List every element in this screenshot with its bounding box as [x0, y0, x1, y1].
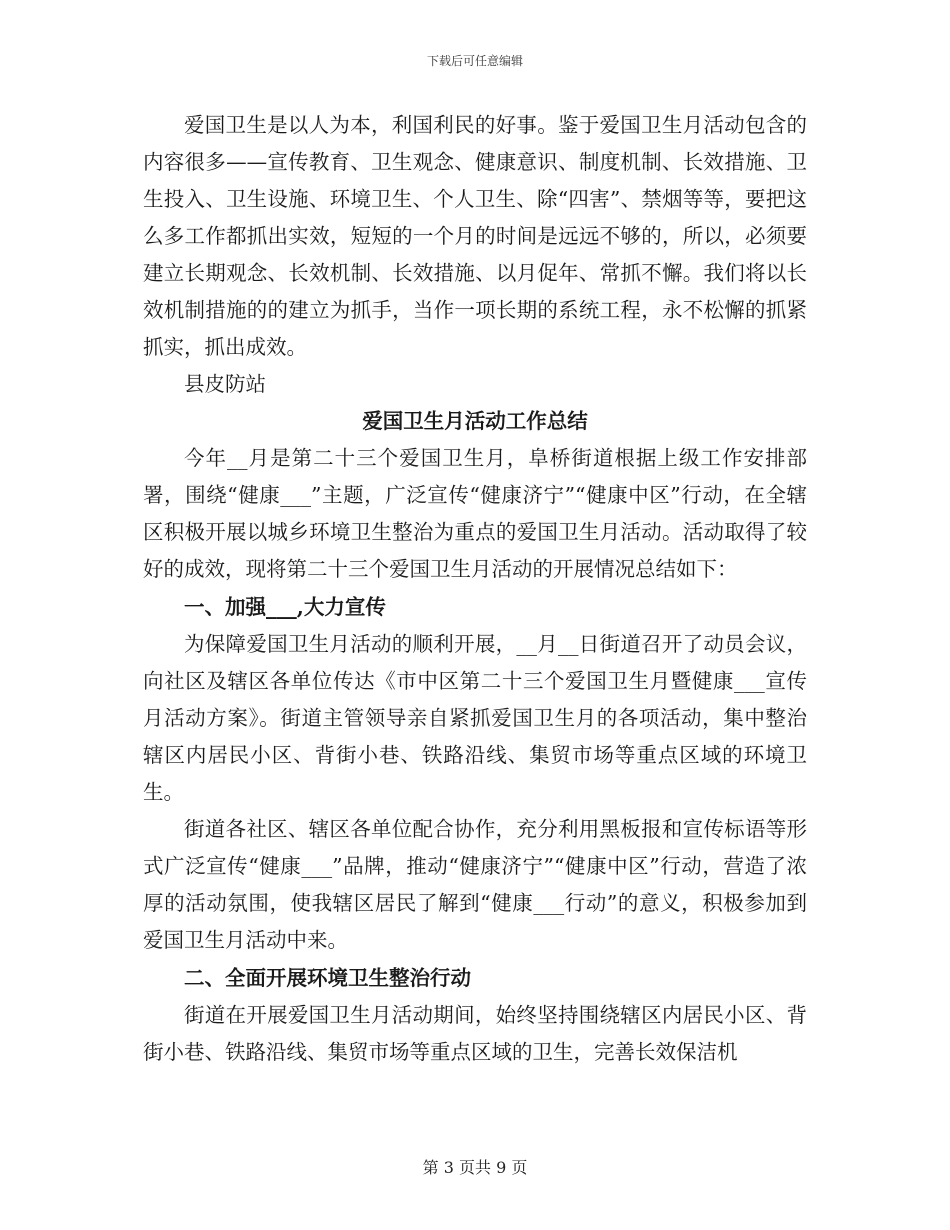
page-number: 第 3 页共 9 页 [422, 1158, 528, 1177]
paragraph: 为保障爱国卫生月活动的顺利开展，__月__日街道召开了动员会议，向社区及辖区各单位传达《市中区第二十三个爱国卫生月暨健康___宣传月活动方案》。街道主管领导亲自紧抓爱国卫生月的各项活动，集中整治辖区内居民小区、背街小巷、铁路沿线、集贸市场等重点区域的环境卫生。 [143, 632, 807, 804]
document-body [143, 107, 807, 1071]
page-header: 下载后可任意编辑 [426, 54, 523, 68]
section-heading-1: 一、加强___,大力宣传 [184, 595, 386, 619]
paragraph: 爱国卫生是以人为本，利国利民的好事。鉴于爱国卫生月活动包含的内容很多——宣传教育、卫生观念、健康意识、制度机制、长效措施、卫生投入、卫生设施、环境卫生、个人卫生、除“四害”、禁烟等等，要把这么多工作都抓出实效，短短的一个月的时间是远远不够的，所以，必须要建立长期观念、长效机制、长效措施、以月促年、常抓不懈。我们将以长效机制措施的的建立为抓手，当作一项长期的系统工程，永不松懈的抓紧抓实，抓出成效。 [143, 113, 807, 359]
paragraph: 街道各社区、辖区各单位配合协作，充分利用黑板报和宣传标语等形式广泛宣传“健康___”品牌，推动“健康济宁”“健康中区”行动，营造了浓厚的活动氛围，使我辖区居民了解到“健康___行动”的意义，积极参加到爱国卫生月活动中来。 [143, 817, 807, 952]
paragraph: 街道在开展爱国卫生月活动期间，始终坚持围绕辖区内居民小区、背街小巷、铁路沿线、集贸市场等重点区域的卫生，完善长效保洁机 [143, 1003, 807, 1064]
intro-paragraph: 今年__月是第二十三个爱国卫生月，阜桥街道根据上级工作安排部署，围绕“健康___”主题，广泛宣传“健康济宁”“健康中区”行动，在全辖区积极开展以城乡环境卫生整治为重点的爱国卫生月活动。活动取得了较好的成效，现将第二十三个爱国卫生月活动的开展情况总结如下： [143, 446, 807, 581]
organization-signature: 县皮防站 [184, 372, 266, 396]
document-title: 爱国卫生月活动工作总结 [362, 409, 588, 433]
section-heading-2: 二、全面开展环境卫生整治行动 [184, 966, 471, 990]
